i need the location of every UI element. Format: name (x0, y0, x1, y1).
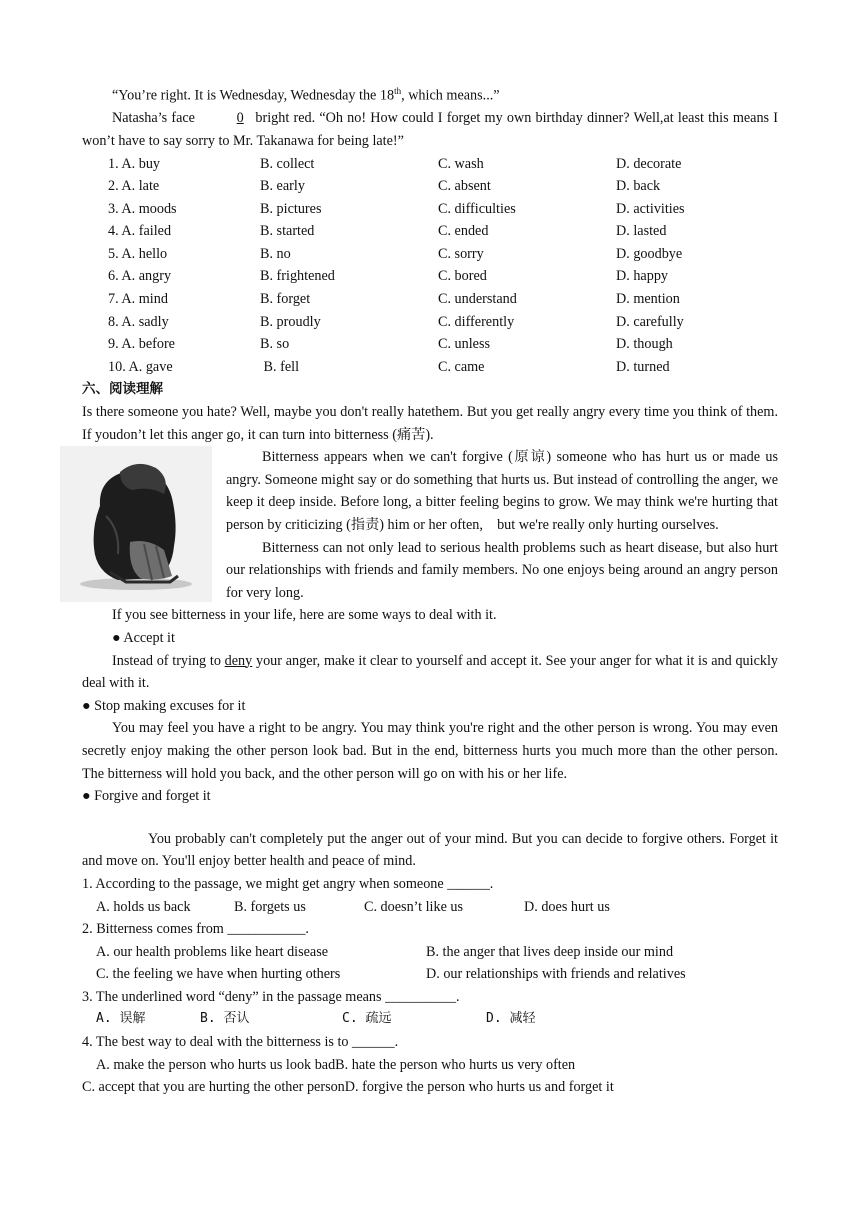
q1-option-c: C. doesn’t like us (364, 898, 464, 915)
question-3-options (96, 1008, 778, 1031)
heading-accept-it: ● Accept it (112, 629, 175, 646)
option-row: 3. A. moods B. pictures C. difficulties D. activities (108, 200, 685, 217)
question-4-stem: 4. The best way to deal with the bitterness is to ______. (82, 1034, 399, 1051)
passage-paragraph-6: You may feel you have a right to be angry. You may think you're right and the other person is wrong. You may even secretly enjoy making the other person look bad. But in the end, bitterness hurts you much more than the other person. The bitterness will hold you back, and the other person will go on with his or her life. (82, 720, 778, 782)
option-row: 1. A. buy B. collect C. wash D. decorate (108, 155, 682, 172)
q3-option-c: C. 疏远 (342, 1011, 392, 1027)
question-2-options-row-2 (96, 963, 778, 986)
passage-paragraph-4: If you see bitterness in your life, here are some ways to deal with it. (112, 607, 497, 624)
crouching-person-illustration (60, 446, 212, 602)
passage-paragraph-1: Is there someone you hate? Well, maybe you don't really hatethem. But you get really angry every time you think of them. If youdon’t let this anger go, it can turn into bitterness (痛苦). (82, 404, 778, 443)
q3-option-a: A. 误解 (96, 1011, 146, 1027)
crouching-person-image (60, 446, 212, 602)
passage-paragraph-7: You probably can't completely put the anger out of your mind. But you can decide to forgive others. Forget it and move on. You'll enjoy better health and peace of mind. (82, 830, 778, 870)
question-1-options (96, 896, 778, 919)
passage-paragraph-5: Instead of trying to deny your anger, make it clear to yourself and accept it. See your anger for what it is and quickly deal with it. (82, 652, 779, 692)
document-page (82, 80, 778, 1099)
heading-forgive-forget: ● Forgive and forget it (82, 788, 211, 805)
q2-option-a: A. our health problems like heart disease (96, 943, 329, 960)
option-row: 10. A. gave B. fell C. came D. turned (108, 358, 670, 375)
passage-paragraph-3: Bitterness can not only lead to serious health problems such as heart disease, but also hurt our relationships with friends and family members. No one enjoys being around an angry person for very long. (226, 539, 778, 601)
option-row: 7. A. mind B. forget C. understand D. mention (108, 291, 680, 308)
answer-blank: 0 (236, 110, 244, 127)
underlined-word-deny: deny (224, 652, 253, 669)
option-row: 4. A. failed B. started C. ended D. lasted (108, 223, 667, 240)
cloze-options (108, 153, 778, 379)
option-row: 9. A. before B. so C. unless D. though (108, 336, 673, 353)
q3-option-b: B. 否认 (200, 1011, 250, 1027)
story-line-2: Natasha’s face 0 bright red. “Oh no! How could I forget my own birthday dinner? Well,at least this means I won’t have to say sorry to Mr. Takanawa for being late!” (82, 107, 778, 152)
story-line-1: “You’re right. It is Wednesday, Wednesday the 18th, which means...” (112, 86, 500, 104)
q4-options-cd: C. accept that you are hurting the other personD. forgive the person who hurts us and forget it (82, 1079, 614, 1096)
q2-option-c: C. the feeling we have when hurting others (96, 966, 341, 983)
passage-figure-block (82, 446, 778, 604)
option-row: 6. A. angry B. frightened C. bored D. happy (108, 268, 669, 285)
q1-option-b: B. forgets us (234, 898, 306, 915)
option-row: 8. A. sadly B. proudly C. differently D. carefully (108, 313, 684, 330)
q1-option-d: D. does hurt us (524, 898, 610, 915)
question-2-stem: 2. Bitterness comes from ___________. (82, 921, 309, 938)
q2-option-b: B. the anger that lives deep inside our mind (426, 943, 674, 960)
section-title: 六、阅读理解 (82, 381, 163, 398)
option-row: 5. A. hello B. no C. sorry D. goodbye (108, 245, 683, 262)
option-row: 2. A. late B. early C. absent D. back (108, 178, 661, 195)
q2-option-d: D. our relationships with friends and relatives (426, 966, 686, 983)
question-2-options-row-1 (96, 941, 778, 964)
question-1-stem: 1. According to the passage, we might get angry when someone ______. (82, 875, 494, 892)
q4-options-ab: A. make the person who hurts us look badB. hate the person who hurts us very often (96, 1056, 576, 1073)
passage-paragraph-2: Bitterness appears when we can't forgive (原谅) someone who has hurt us or made us angry. Someone might say or do something that hurts us. But instead of controlling the anger, we keep it deep inside. Before long, a bitter feeling begins to grow. We may think we're hurting that person by criticizing (指责) him or her often, but we're really only hurting ourselves. (226, 449, 778, 534)
heading-stop-excuses: ● Stop making excuses for it (82, 697, 246, 714)
q1-option-a: A. holds us back (96, 898, 191, 915)
q3-option-d: D. 减轻 (486, 1011, 536, 1027)
question-3-stem: 3. The underlined word “deny” in the passage means __________. (82, 988, 460, 1005)
